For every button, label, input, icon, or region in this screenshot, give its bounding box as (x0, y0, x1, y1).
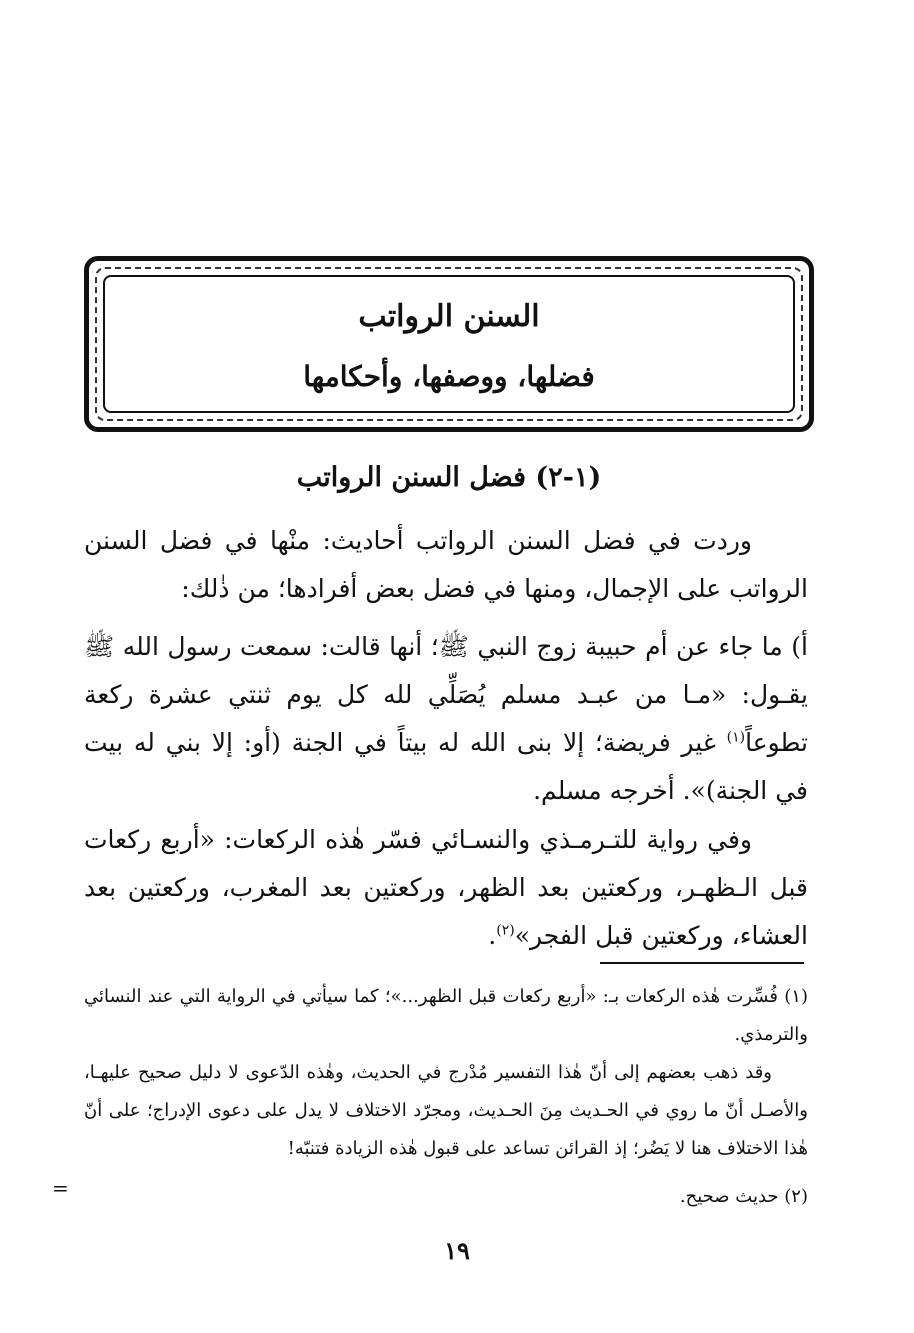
footnote-ref-2: (٢) (496, 922, 515, 939)
title-frame (84, 256, 814, 432)
footnote-separator (600, 962, 804, 964)
paragraph-tirmidhi (84, 816, 808, 960)
paragraph-tirmidhi-text-a: وفي رواية للتـرمـذي والنسـائي فسّر هٰذه الركعات: «أربع ركعات قبل الـظهـر، وركعتين بعد الظهر، وركعتين بعد المغرب، وركعتين بعد العشاء، وركعتين قبل الفجر» (84, 825, 808, 950)
footnote-1: (١) فُسِّرت هٰذه الركعات بـ: «أربع ركعات قبل الظهر...»؛ كما سيأتي في الرواية التي عند النسائي والترمذي. (84, 986, 808, 1045)
footnote-ref-1: (١) (726, 729, 746, 746)
page-subtitle: فضلها، ووصفها، وأحكامها (303, 360, 595, 393)
page-title: السنن الرواتب (358, 299, 540, 334)
page-number: ١٩ (444, 1236, 470, 1265)
footnote-1-continued: وقد ذهب بعضهم إلى أنّ هٰذا التفسير مُدْرج في الحديث، وهٰذه الدّعوى لا دليل صحيح عليهـا، والأصـل أنّ ما روي في الحـديث مِنَ الحـديث، ومجرّد الاختلاف لا يدل على دعوى الإدراج؛ على أنّ هٰذا الاختلاف هنا لا يَضُر؛ إذ القرائن تساعد على قبول هٰذه الزيادة فتنبّه! (84, 1062, 808, 1159)
paragraph-hadith-text-a: أ) ما جاء عن أم حبيبة زوج النبي ﷺ؛ أنها قالت: سمعت رسول الله ﷺ يقـول: «مـا من عبـد مسلم يُصَلِّي لله كل يوم ثنتي عشرة ركعة تطوعاً (84, 632, 808, 757)
paragraph-hadith-text-b: غير فريضة؛ إلا بنى الله له بيتاً في الجنة (أو: إلا بني له بيت في الجنة)». أخرجه مسلم. (84, 728, 808, 805)
footnote-2: (٢) حديث صحيح. (679, 1186, 808, 1207)
continuation-mark: = (52, 1176, 69, 1200)
section-heading: (١-٢) فضل السنن الرواتب (296, 462, 602, 493)
paragraph-intro: وردت في فضل السنن الرواتب أحاديث: منْها في فضل السنن الرواتب على الإجمال، ومنها في فضل بعض أفرادها؛ من ذٰلك: (84, 526, 808, 603)
paragraph-tirmidhi-text-b: . (488, 921, 497, 950)
paragraph-hadith (84, 623, 808, 815)
